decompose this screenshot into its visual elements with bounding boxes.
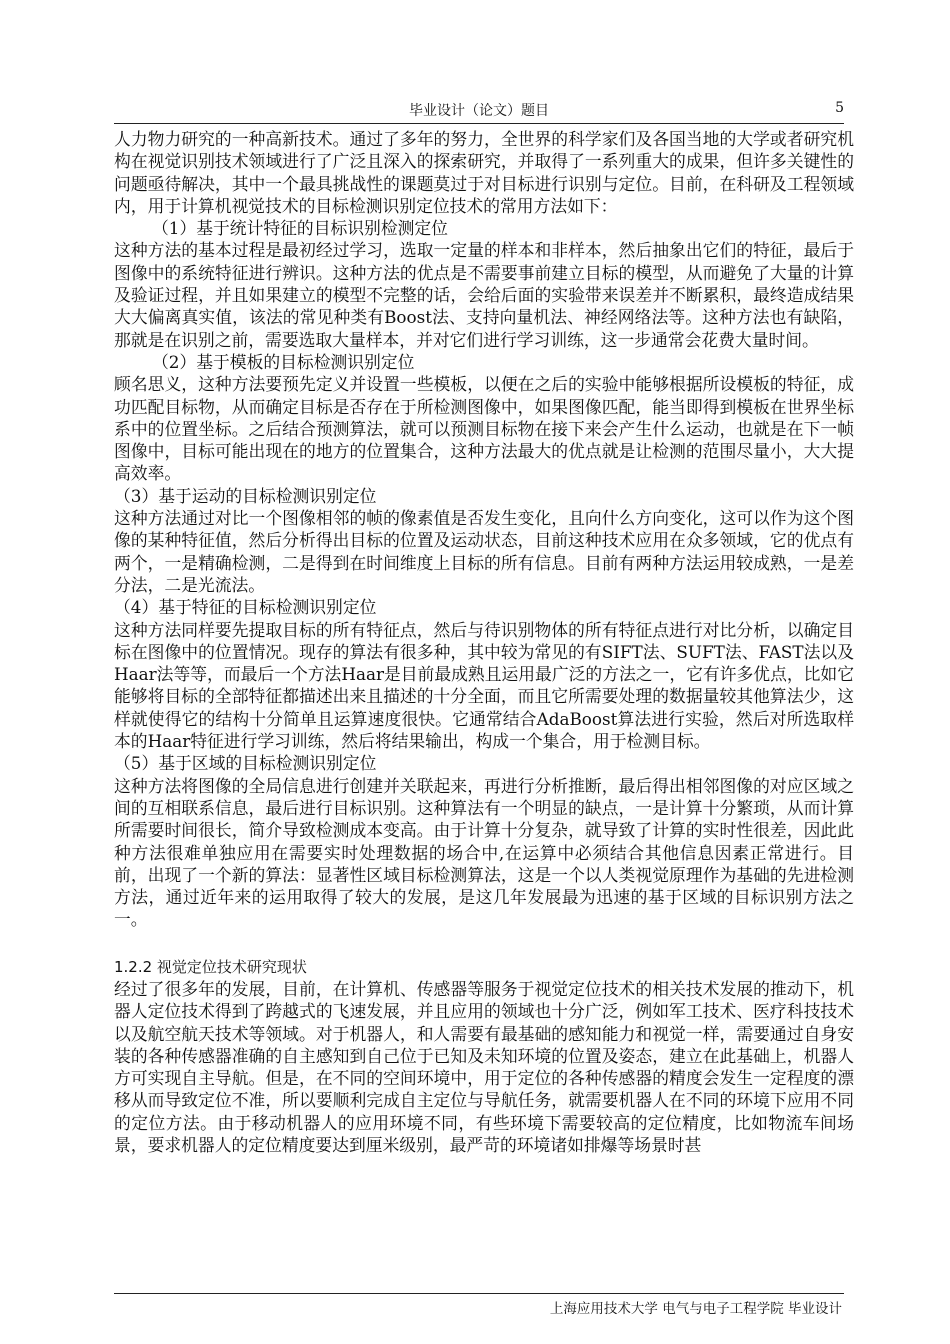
- paragraph: 这种方法将图像的全局信息进行创建并关联起来，再进行分析推断，最后得出相邻图像的对应区域之间的互相联系信息，最后进行目标识别。这种算法有一个明显的缺点，一是计算十分繁琐，从而计算所需要时间很长，简介导致检测成本变高。由于计算十分复杂，就导致了计算的实时性很差，因此此种方法很难单独应用在需要实时处理数据的场合中,在运算中必须结合其他信息因素正常进行。目前，出现了一个新的算法：显著性区域目标检测算法，这是一个以人类视觉原理作为基础的先进检测方法，通过近年来的运用取得了较大的发展，是这几年发展最为迅速的基于区域的目标识别方法之一。: [114, 775, 854, 930]
- paragraph: 顾名思义，这种方法要预先定义并设置一些模板，以便在之后的实验中能够根据所设模板的特征，成功匹配目标物，从而确定目标是否存在于所检测图像中，如果图像匹配，能当即得到模板在世界坐标系中的位置坐标。之后结合预测算法，就可以预测目标物在接下来会产生什么运动，也就是在下一帧图像中，目标可能出现在的地方的位置集合，这种方法最大的优点就是让检测的范围尽量小，大大提高效率。: [114, 374, 854, 484]
- page-number: 5: [835, 100, 844, 116]
- method-heading-3: （3）基于运动的目标检测识别定位: [114, 485, 377, 506]
- paragraph: 这种方法的基本过程是最初经过学习，选取一定量的样本和非样本，然后抽象出它们的特征，最后于图像中的系统特征进行辨识。这种方法的优点是不需要事前建立目标的模型，从而避免了大量的计算及验证过程，并且如果建立的模型不完整的话，会给后面的实验带来误差并不断累积，最终造成结果大大偏离真实值，该法的常见种类有Boost法、支持向量机法、神经网络法等。这种方法也有缺陷，那就是在识别之前，需要选取大量样本，并对它们进行学习训练，这一步通常会花费大量时间。: [114, 240, 854, 350]
- page-header: [114, 100, 844, 122]
- header-rule: [114, 123, 844, 124]
- paragraph: 经过了很多年的发展，目前，在计算机、传感器等服务于视觉定位技术的相关技术发展的推动下，机器人定位技术得到了跨越式的飞速发展，并且应用的领域也十分广泛，例如军工技术、医疗科技技术以及航空航天技术等领域。对于机器人，和人需要有最基础的感知能力和视觉一样，需要通过自身安装的各种传感器准确的自主感知到自己位于已知及未知环境的位置及姿态，建立在此基础上，机器人方可实现自主导航。但是，在不同的空间环境中，用于定位的各种传感器的精度会发生一定程度的漂移从而导致定位不准，所以要顺利完成自主定位与导航任务，就需要机器人在不同的环境下应用不同的定位方法。由于移动机器人的应用环境不同，有些环境下需要较高的定位精度，比如物流车间场景，要求机器人的定位精度要达到厘米级别，最严苛的环境诸如排爆等场景时甚: [114, 978, 854, 1156]
- method-heading-5: （5）基于区域的目标检测识别定位: [114, 753, 377, 774]
- paragraph: 这种方法同样要先提取目标的所有特征点，然后与待识别物体的所有特征点进行对比分析，以确定目标在图像中的位置情况。现存的算法有很多种，其中较为常见的有SIFT法、SUFT法、FAST法以及Haar法等等，而最后一个方法Haar是目前最成熟且运用最广泛的方法之一，它有许多优点，比如它能够将目标的全部特征都描述出来且描述的十分全面，而且它所需要处理的数据量较其他算法少，这样就使得它的结构十分简单且运算速度很快。它通常结合AdaBoost算法进行实验，然后对所选取样本的Haar特征进行学习训练，然后将结果输出，构成一个集合，用于检测目标。: [114, 619, 854, 752]
- method-heading-1: （1）基于统计特征的目标识别检测定位: [152, 218, 448, 239]
- paragraph: 人力物力研究的一种高新技术。通过了多年的努力，全世界的科学家们及各国当地的大学或者研究机构在视觉识别技术领域进行了广泛且深入的探索研究，并取得了一系列重大的成果，但许多关键性的问题亟待解决，其中一个最具挑战性的课题莫过于对目标进行识别与定位。目前，在科研及工程领域内，用于计算机视觉技术的目标检测识别定位技术的常用方法如下：: [114, 129, 854, 216]
- page-footer: 上海应用技术大学 电气与电子工程学院 毕业设计: [549, 1301, 842, 1317]
- body-text: [114, 128, 854, 1156]
- paragraph: 这种方法通过对比一个图像相邻的帧的像素值是否发生变化，且向什么方向变化，这可以作为这个图像的某种特征值，然后分析得出目标的位置及运动状态，目前这种技术应用在众多领域，它的优点有两个，一是精确检测，二是得到在时间维度上目标的所有信息。目前有两种方法运用较成熟，一是差分法，二是光流法。: [114, 508, 854, 595]
- method-heading-2: （2）基于模板的目标检测识别定位: [152, 351, 415, 372]
- header-title: 毕业设计（论文）题目: [409, 103, 549, 119]
- section-heading: 1.2.2 视觉定位技术研究现状: [114, 957, 307, 976]
- method-heading-4: （4）基于特征的目标检测识别定位: [114, 597, 377, 618]
- footer-rule: [114, 1293, 844, 1294]
